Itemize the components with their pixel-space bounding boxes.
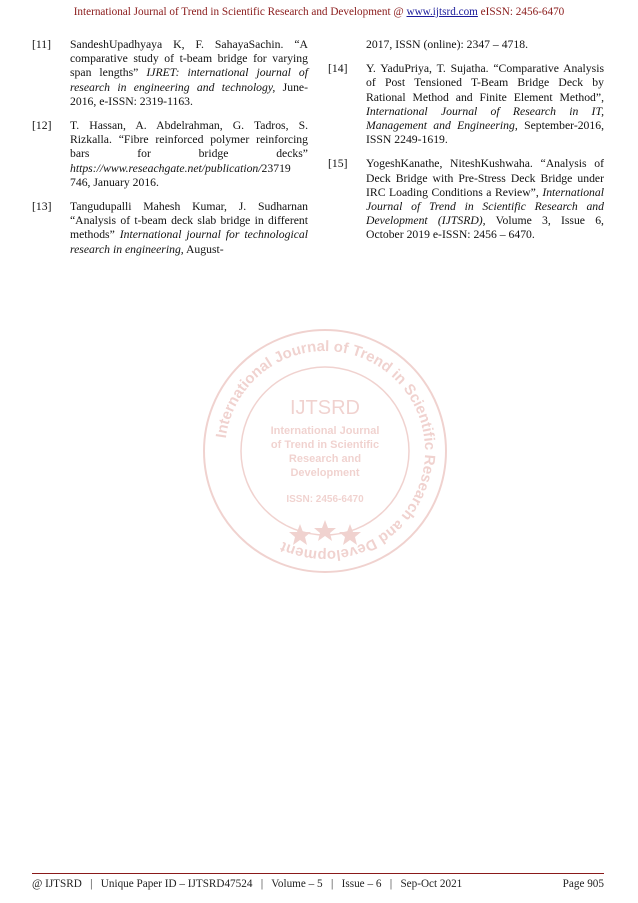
seal-ring-text: International Journal of Trend in Scientific Research and Development bbox=[212, 337, 439, 565]
reference-13-continuation bbox=[328, 38, 604, 52]
page-footer bbox=[32, 878, 604, 890]
journal-url-link[interactable]: www.ijtsrd.com bbox=[406, 6, 478, 18]
footer-rule bbox=[32, 873, 604, 874]
reference-14 bbox=[328, 62, 604, 147]
reference-text: Y. YaduPriya, T. Sujatha. “Comparative Analysis of Post Tensioned T-Beam Bridge Deck by Rational Method and Finite Element Method”, International Journal of Research in IT, Management and Engineering, September-2016, ISSN 2249-1619. bbox=[366, 62, 605, 147]
seal-line-4: Development bbox=[290, 467, 360, 479]
reference-number: [13] bbox=[32, 200, 52, 214]
reference-text: YogeshKanathe, NiteshKushwaha. “Analysis of Deck Bridge with Pre-Stress Deck Bridge under IRC Loading Conditions a Review”, International Journal of Trend in Scientific Research and Development (IJTSRD), Volume 3, Issue 6, October 2019 e-ISSN: 2456 – 6470. bbox=[366, 157, 604, 242]
reference-number: [11] bbox=[32, 38, 52, 51]
journal-name: International Journal of Trend in Scientific Research and Development @ bbox=[73, 6, 407, 18]
seal-abbr: IJTSRD bbox=[290, 397, 360, 419]
seal-line-1: International Journal bbox=[270, 425, 380, 437]
references-right-column bbox=[328, 38, 604, 253]
running-header bbox=[0, 6, 638, 18]
reference-text: SandeshUpadhyaya K, F. SahayaSachin. “A comparative study of t-beam bridge for varying span lengths” IJRET: international journal of research in engineering and technology, June-2016, e-ISSN: 2319-1163. bbox=[70, 38, 309, 108]
reference-text: 2017, ISSN (online): 2347 – 4718. bbox=[366, 38, 528, 51]
reference-text: Tangudupalli Mahesh Kumar, J. Sudharnan “Analysis of t-beam deck slab bridge in different methods” International journal for technological research in engineering, August- bbox=[70, 200, 308, 256]
ijtsrd-seal-watermark bbox=[200, 326, 450, 576]
seal-line-2: of Trend in Scientific bbox=[270, 439, 380, 451]
reference-11 bbox=[32, 38, 308, 109]
journal-issn: eISSN: 2456-6470 bbox=[477, 6, 565, 18]
reference-13 bbox=[32, 200, 308, 257]
reference-number: [15] bbox=[328, 157, 348, 171]
seal-line-3: Research and bbox=[288, 453, 362, 465]
references-left-column bbox=[32, 38, 308, 267]
reference-number: [14] bbox=[328, 62, 348, 76]
page-number: Page 905 bbox=[562, 878, 604, 890]
reference-number: [12] bbox=[32, 119, 52, 133]
reference-text: T. Hassan, A. Abdelrahman, G. Tadros, S. Rizkalla. “Fibre reinforced polymer reinforcing bars for bridge decks” https://www.reseachgate.net/publication/23719 746, January 2016. bbox=[70, 119, 308, 189]
reference-15 bbox=[328, 157, 604, 242]
footer-paper-info: @ IJTSRD | Unique Paper ID – IJTSRD47524 | Volume – 5 | Issue – 6 | Sep-Oct 2021 bbox=[32, 878, 463, 890]
seal-issn: ISSN: 2456-6470 bbox=[286, 494, 364, 505]
seal-stars bbox=[289, 520, 361, 545]
reference-12 bbox=[32, 119, 308, 190]
